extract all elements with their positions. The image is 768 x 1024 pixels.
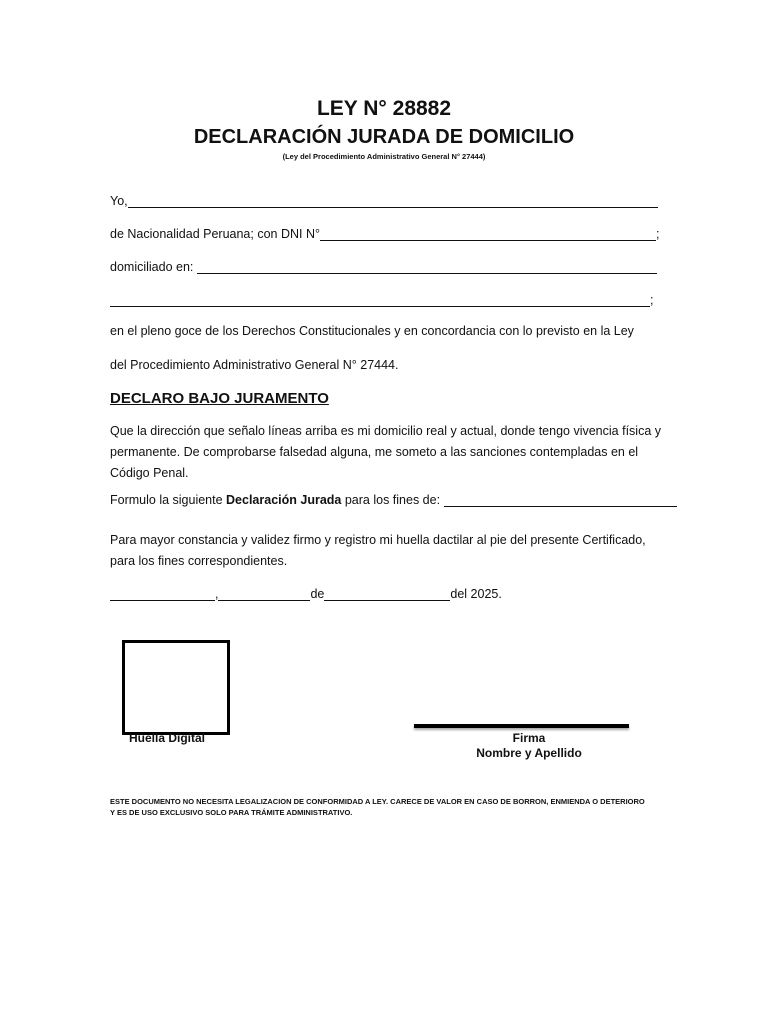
name-line	[110, 194, 658, 208]
nationality-label: de Nacionalidad Peruana; con DNI N°	[110, 227, 320, 241]
address-semicolon: ;	[650, 293, 654, 307]
address-field[interactable]	[197, 260, 657, 274]
date-de: de	[310, 587, 325, 601]
name-label: Nombre y Apellido	[476, 746, 582, 760]
date-year: del 2025.	[450, 587, 502, 601]
address-field-2[interactable]	[110, 293, 650, 307]
purpose-line	[110, 493, 677, 507]
declaration-statement: Que la dirección que señalo líneas arriba es mi domicilio real y actual, donde tengo vivencia física y permanente. De comprobarse falsedad alguna, me someto a las sanciones contempladas en el Código Penal.	[110, 424, 661, 480]
month-field[interactable]	[324, 587, 450, 601]
law-number: LEY N° 28882	[316, 97, 452, 120]
address-line-2	[110, 293, 653, 307]
day-field[interactable]	[218, 587, 310, 601]
declaration-heading: DECLARO BAJO JURAMENTO	[110, 390, 329, 407]
name-field[interactable]	[128, 194, 658, 208]
purpose-bold: Declaración Jurada	[226, 493, 342, 507]
address-label: domiciliado en:	[110, 260, 194, 274]
signature-label: Firma	[512, 731, 546, 745]
fingerprint-label: Huella Digital	[129, 731, 206, 745]
fingerprint-box[interactable]	[122, 640, 230, 735]
rights-line-2: del Procedimiento Administrativo General N° 27444.	[110, 358, 399, 372]
document-subtitle: (Ley del Procedimiento Administrativo General N° 27444)	[282, 152, 486, 161]
dni-line	[110, 227, 659, 241]
address-line	[110, 260, 657, 274]
purpose-prefix: Formulo la siguiente	[110, 493, 227, 507]
purpose-suffix: para los fines de:	[341, 493, 441, 507]
yo-label: Yo,	[110, 194, 128, 208]
signature-line[interactable]	[414, 724, 629, 728]
date-line	[110, 587, 502, 601]
purpose-field[interactable]	[444, 493, 677, 507]
document-title: DECLARACIÓN JURADA DE DOMICILIO	[193, 126, 575, 148]
footer-disclaimer: ESTE DOCUMENTO NO NECESITA LEGALIZACION DE CONFORMIDAD A LEY. CARECE DE VALOR EN CASO DE BORRON, ENMIENDA O DETERIORO Y ES DE USO EXCLUSIVO SOLO PARA TRÁMITE ADMINISTRATIVO.	[110, 797, 645, 817]
date-comma: ,	[215, 587, 219, 601]
rights-line-1: en el pleno goce de los Derechos Constitucionales y en concordancia con lo previsto en la Ley	[110, 324, 634, 338]
city-field[interactable]	[110, 587, 215, 601]
constancy-text: Para mayor constancia y validez firmo y registro mi huella dactilar al pie del presente Certificado, para los fines correspondientes.	[110, 533, 646, 568]
dni-semicolon: ;	[655, 227, 660, 241]
dni-field[interactable]	[320, 227, 656, 241]
